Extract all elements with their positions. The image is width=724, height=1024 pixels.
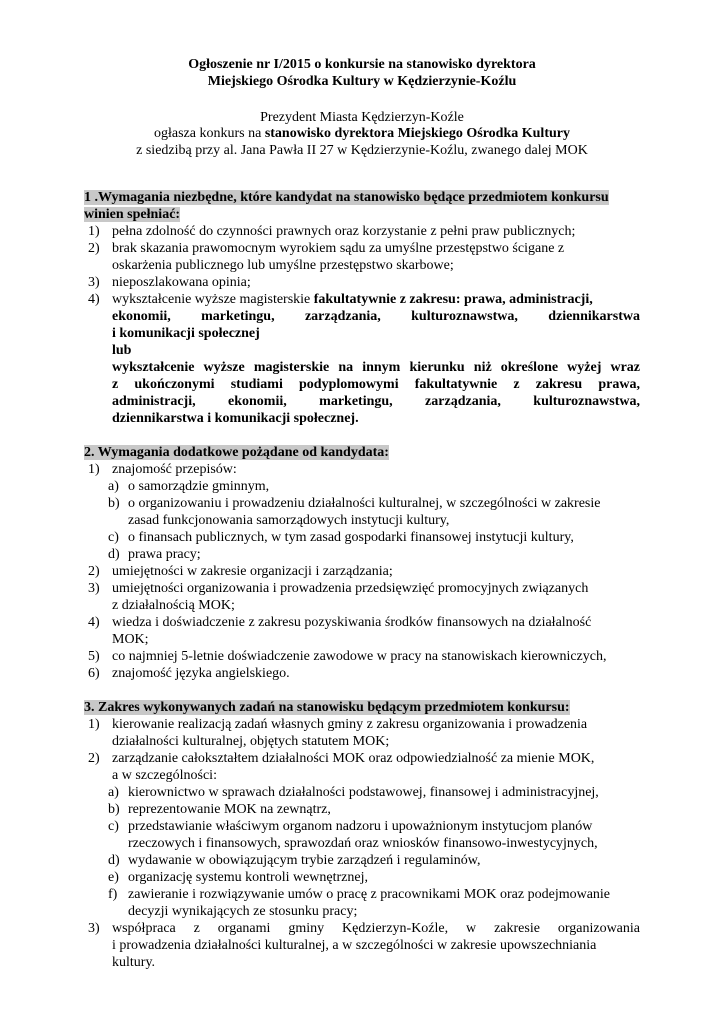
intro-line3: z siedzibą przy al. Jana Pawła II 27 w Kędzierzynie-Koźlu, zwanego dalej MOK bbox=[136, 143, 588, 158]
list-item-continuation: administracji, ekonomii, marketingu, zarządzania, kulturoznawstwa, bbox=[112, 394, 640, 409]
section2-heading: 2. Wymagania dodatkowe pożądane od kandydata: bbox=[84, 445, 389, 460]
list-item-continuation: i komunikacji społecznej bbox=[112, 326, 260, 341]
list-item-continuation: dziennikarstwa i komunikacji społecznej. bbox=[112, 411, 359, 426]
section3-heading: 3. Zakres wykonywanych zadań na stanowisku będącym przedmiotem konkursu: bbox=[84, 700, 570, 715]
list-item-continuation: ekonomii, marketingu, zarządzania, kulturoznawstwa, dziennikarstwa bbox=[112, 309, 640, 324]
section1-heading-line1: 1 .Wymagania niezbędne, które kandydat na stanowisko będące przedmiotem konkursu bbox=[84, 190, 609, 205]
list-item-continuation: z ukończonymi studiami podyplomowymi fakultatywnie z zakresu prawa, bbox=[112, 377, 640, 392]
intro-line1: Prezydent Miasta Kędzierzyn-Koźle bbox=[260, 110, 464, 125]
list-item-continuation: lub bbox=[112, 343, 132, 358]
section1-heading-line2: winien spełniać: bbox=[84, 207, 181, 222]
document-page: Ogłoszenie nr I/2015 o konkursie na stanowisko dyrektora Miejskiego Ośrodka Kultury w Kędzierzynie-Koźlu Prezydent Miasta Kędzierzyn-Koźle ogłasza konkurs na stanowisko dyrektora Miejskiego Ośrodka Kultury z siedzibą przy al. Jana Pawła II 27 w Kędzierzynie-Koźlu, zwanego dalej MOK 1 .Wymagania niezbędne, które kandydat na stanowisko będące przedmiotem konkursu winien spełniać: 1) pełna zdolność do czynności prawnych oraz korzystanie z pełni praw publicznych; 2) brak skazania prawomocnym wyrokiem sądu za umyślne przestępstwo ścigane z oskarżenia publicznego lub umyślne przestępstwo skarbowe; 3) nieposzlakowana opinia; 4) wykształcenie wyższe magisterskie fakultatywnie z zakresu: prawa, administracji, ekonomii, marketingu, zarządzania, kulturoznawstwa, dziennikarstwa i komunikacji społecznej lub wykształcenie wyższe magisterskie na innym kierunku niż określone wyżej wraz z ukończonymi studiami podyplomowymi fakultatywnie z zakresu prawa, administracji, ekonomii, marketingu, zarządzania, kulturoznawstwa, dziennikarstwa i komunikacji społecznej. 2. Wymagania dodatkowe pożądane od kandydata: 1) znajomość przepisów: a) o samorządzie gminnym, b) o organizowaniu i prowadzeniu działalności kulturalnej, w szczególności w zakresie zasad funkcjonowania samorządowych instytucji kultury, c) o finansach publicznych, w tym zasad gospodarki finansowej instytucji kultury, d) prawa pracy; 2) umiejętności w zakresie organizacji i zarządzania; 3) umiejętności organizowania i prowadzenia przedsięwzięć promocyjnych związanych z działalnością MOK; 4) wiedza i doświadczenie z zakresu pozyskiwania środków finansowych na działalność MOK; 5) co najmniej 5-letnie doświadczenie zawodowe w pracy na stanowiskach kierowniczych, 6) znajomość języka angielskiego. 3. Zakres wykonywanych zadań na stanowisku będącym przedmiotem konkursu: 1) kierowanie realizacją zadań własnych gminy z zakresu organizowania i prowadzenia działalności kulturalnej, objętych statutem MOK; 2) zarządzanie całokształtem działalności MOK oraz odpowiedzialność za mienie MOK, a w szczególności: a) kierownictwo w sprawach działalności podstawowej, finansowej i administracyjnej, b) reprezentowanie MOK na zewnątrz, c) przedstawianie właściwym organom nadzoru i upoważnionym instytucjom planów rzeczowych i finansowych, sprawozdań oraz wniosków finansowo-inwestycyjnych, d) wydawanie w obowiązującym trybie zarządzeń i regulaminów, e) organizację systemu kontroli wewnętrznej, f) zawieranie i rozwiązywanie umów o pracę z pracownikami MOK oraz podejmowanie decyzji wynikających ze stosunku pracy; 3) współpraca z organami gminy Kędzierzyn-Koźle, w zakresie organizowania i prowadzenia działalności kulturalnej, a w szczególności w zakresie upowszechniania kultury. bbox=[0, 0, 724, 1024]
list-item-continuation: wykształcenie wyższe magisterskie na innym kierunku niż określone wyżej wraz bbox=[112, 360, 640, 375]
intro-line2: ogłasza konkurs na stanowisko dyrektora Miejskiego Ośrodka Kultury bbox=[154, 126, 570, 141]
announcement-title-line1: Ogłoszenie nr I/2015 o konkursie na stanowisko dyrektora bbox=[188, 57, 536, 72]
announcement-title-line2: Miejskiego Ośrodka Kultury w Kędzierzynie-Koźlu bbox=[207, 74, 517, 89]
